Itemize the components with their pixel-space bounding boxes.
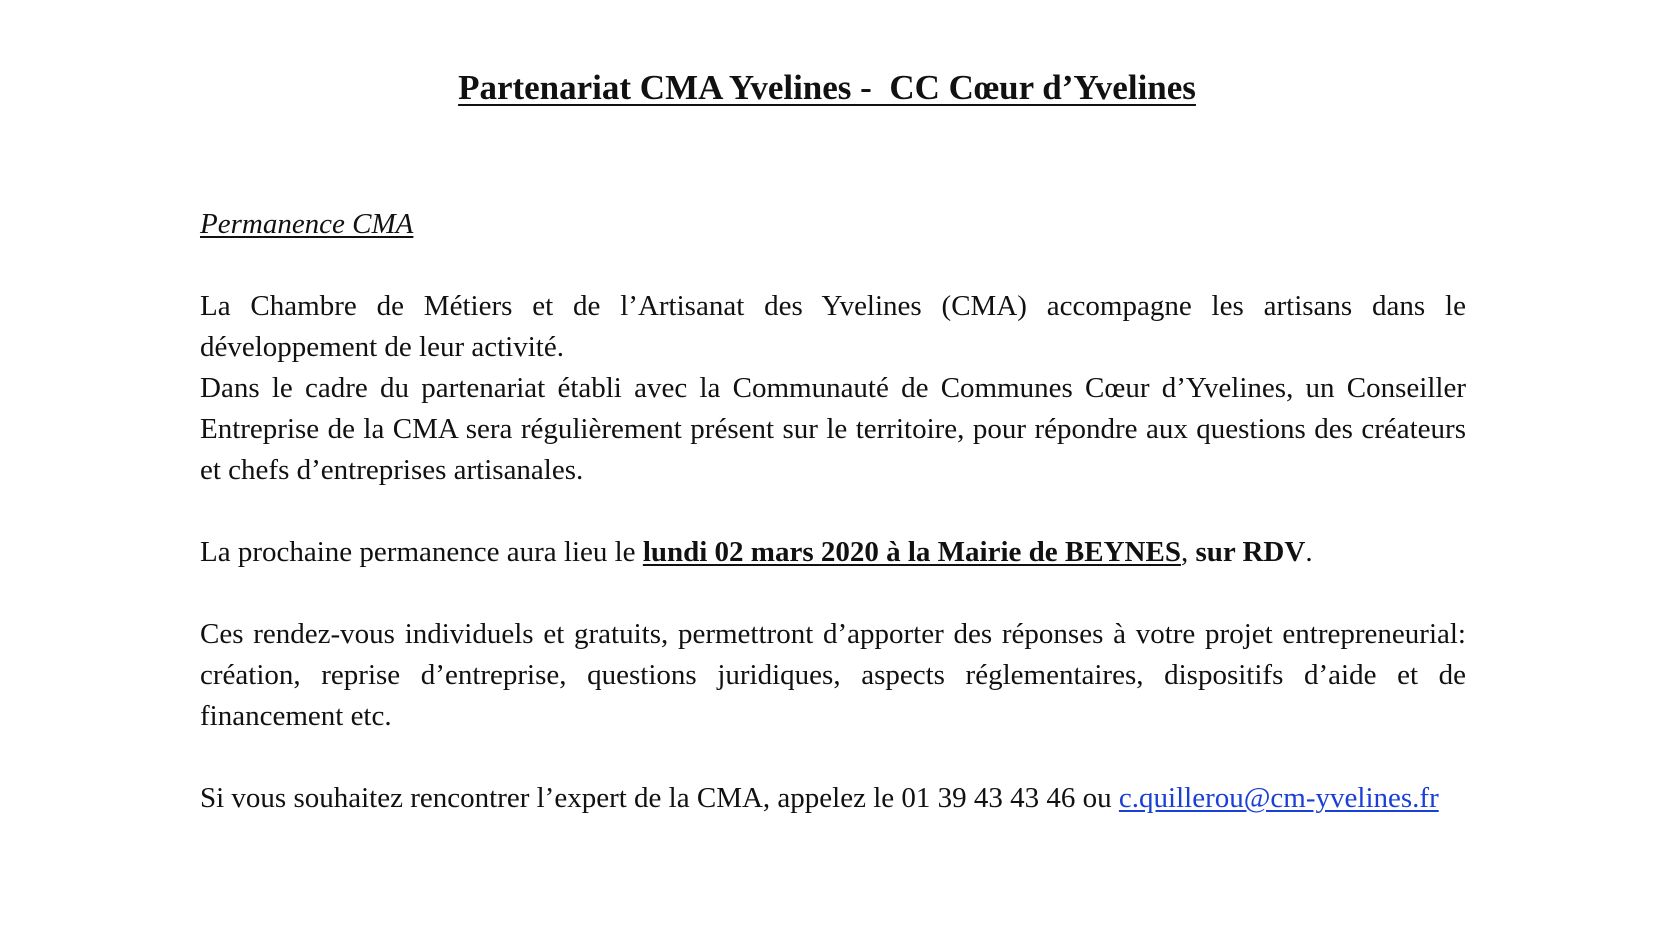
next-session-rdv: sur RDV [1188, 536, 1306, 568]
document-title: Partenariat CMA Yvelines - CC Cœur d’Yvelines [458, 68, 1196, 107]
next-session-prefix: La prochaine permanence aura lieu le [200, 536, 643, 568]
next-session-date-place: lundi 02 mars 2020 à la Mairie de BEYNES [642, 536, 1181, 568]
email-link[interactable]: c.quillerou@cm-yvelines.fr [1118, 782, 1439, 814]
contact-prefix: Si vous souhaitez rencontrer l’expert de la CMA, appelez le 01 39 43 43 46 ou [200, 782, 1119, 814]
paragraph-contact [200, 778, 1466, 819]
document-body [200, 204, 1466, 819]
next-session-comma: , [1180, 536, 1189, 568]
section-heading: Permanence CMA [200, 208, 414, 240]
paragraph-intro: La Chambre de Métiers et de l’Artisanat des Yvelines (CMA) accompagne les artisans dans le développement de leur activité. [200, 290, 1466, 363]
paragraph-services: Ces rendez-vous individuels et gratuits, permettront d’apporter des réponses à votre projet entrepreneurial: création, reprise d’entreprise, questions juridiques, aspects réglementaires, dispositifs d’aide et de financement etc. [200, 618, 1466, 732]
paragraph-partnership: Dans le cadre du partenariat établi avec la Communauté de Communes Cœur d’Yvelines, un Conseiller Entreprise de la CMA sera régulièrement présent sur le territoire, pour répondre aux questions des créateurs et chefs d’entreprises artisanales. [200, 372, 1466, 486]
next-session-end: . [1305, 536, 1313, 568]
paragraph-next-session [200, 532, 1466, 573]
